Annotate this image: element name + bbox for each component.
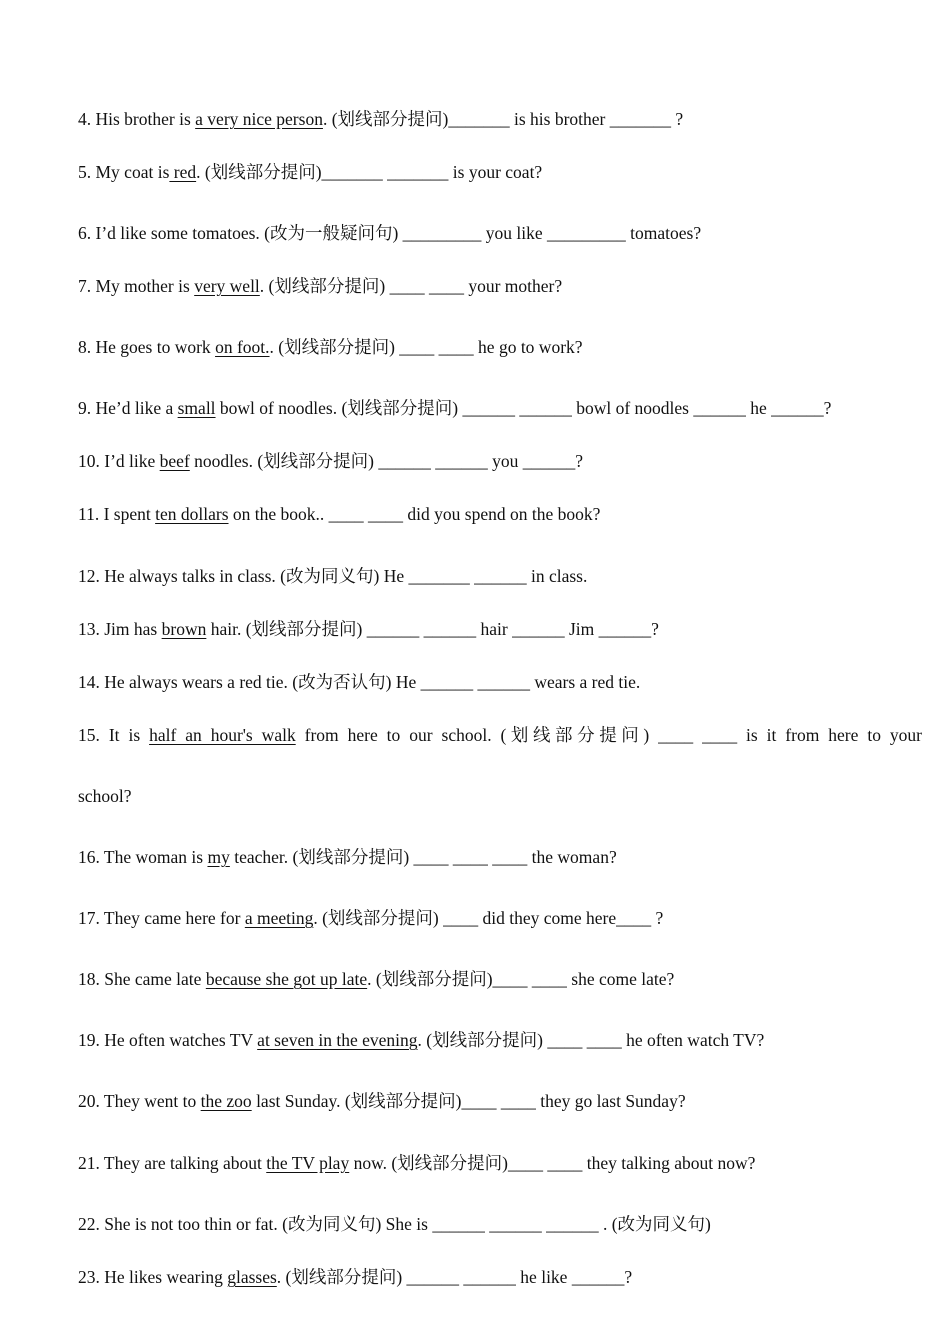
question-text: 17. They came here for bbox=[78, 908, 245, 928]
question-11 bbox=[78, 503, 922, 525]
question-text: . (划线部分提问) ____ ____ he often watch TV? bbox=[417, 1030, 765, 1050]
question-4 bbox=[78, 108, 922, 130]
question-text: noodles. (划线部分提问) ______ ______ you ______? bbox=[189, 451, 584, 471]
underlined-phrase: on foot. bbox=[215, 337, 270, 357]
question-10 bbox=[78, 450, 922, 472]
question-text: 6. I’d like some tomatoes. (改为一般疑问句) _________ you like _________ tomatoes? bbox=[78, 223, 702, 243]
question-text: 9. He’d like a bbox=[78, 398, 178, 418]
underlined-phrase: the TV play bbox=[266, 1153, 350, 1173]
underlined-phrase: ten dollars bbox=[155, 504, 229, 524]
underlined-phrase: beef bbox=[159, 451, 190, 471]
question-text: 16. The woman is bbox=[78, 847, 208, 867]
question-text: 13. Jim has bbox=[78, 619, 162, 639]
question-18 bbox=[78, 968, 922, 990]
question-text: . (划线部分提问)_______ is his brother _______ ? bbox=[322, 109, 684, 129]
question-text: 22. She is not too thin or fat. (改为同义句) She is ______ ______ ______ . (改为同义句) bbox=[78, 1214, 711, 1234]
question-text: last Sunday. (划线部分提问)____ ____ they go last Sunday? bbox=[251, 1091, 686, 1111]
underlined-phrase: at seven in the evening bbox=[257, 1030, 418, 1050]
underlined-phrase: a meeting bbox=[244, 908, 314, 928]
question-text: 5. My coat is bbox=[78, 162, 170, 182]
question-17 bbox=[78, 907, 922, 929]
question-text: 4. His brother is bbox=[78, 109, 196, 129]
underlined-phrase: small bbox=[177, 398, 216, 418]
question-text: hair. (划线部分提问) ______ ______ hair ______ Jim ______? bbox=[206, 619, 659, 639]
question-12 bbox=[78, 565, 922, 587]
question-text: 10. I’d like bbox=[78, 451, 160, 471]
question-text: on the book.. ____ ____ did you spend on the book? bbox=[228, 504, 601, 524]
question-text: . (划线部分提问) ____ ____ he go to work? bbox=[269, 337, 583, 357]
question-text: 20. They went to bbox=[78, 1091, 201, 1111]
question-13 bbox=[78, 618, 922, 640]
question-text: 8. He goes to work bbox=[78, 337, 216, 357]
question-text: 18. She came late bbox=[78, 969, 206, 989]
question-text: . (划线部分提问) ____ did they come here____ ? bbox=[313, 908, 664, 928]
question-14 bbox=[78, 671, 922, 693]
question-5 bbox=[78, 161, 922, 183]
underlined-phrase: a very nice person bbox=[195, 109, 323, 129]
question-19 bbox=[78, 1029, 922, 1051]
question-text: . (划线部分提问)____ ____ she come late? bbox=[367, 969, 675, 989]
question-text: bowl of noodles. (划线部分提问) ______ ______ bowl of noodles ______ he ______? bbox=[215, 398, 832, 418]
underlined-phrase: very well bbox=[194, 276, 260, 296]
question-text: . (划线部分提问) ______ ______ he like ______? bbox=[276, 1267, 633, 1287]
question-text: . (划线部分提问) ____ ____ your mother? bbox=[259, 276, 563, 296]
question-15 bbox=[78, 724, 922, 746]
question-text: from here to our school. (划线部分提问) ____ ____ is it from here to your bbox=[295, 725, 922, 745]
question-6 bbox=[78, 222, 922, 244]
question-7 bbox=[78, 275, 922, 297]
underlined-phrase: my bbox=[207, 847, 230, 867]
question-22 bbox=[78, 1213, 922, 1235]
underlined-phrase: glasses bbox=[227, 1267, 277, 1287]
underlined-phrase: brown bbox=[161, 619, 207, 639]
question-16 bbox=[78, 846, 922, 868]
question-text: 21. They are talking about bbox=[78, 1153, 267, 1173]
question-8 bbox=[78, 336, 922, 358]
question-23 bbox=[78, 1266, 922, 1288]
question-9 bbox=[78, 397, 922, 419]
question-21 bbox=[78, 1152, 922, 1174]
question-text: school? bbox=[78, 786, 132, 806]
question-text: teacher. (划线部分提问) ____ ____ ____ the woman? bbox=[229, 847, 617, 867]
question-20 bbox=[78, 1090, 922, 1112]
underlined-phrase: red bbox=[169, 162, 197, 182]
underlined-phrase: half an hour's walk bbox=[149, 725, 296, 745]
question-text: 19. He often watches TV bbox=[78, 1030, 258, 1050]
question-text: 14. He always wears a red tie. (改为否认句) He ______ ______ wears a red tie. bbox=[78, 672, 641, 692]
question-text: 11. I spent bbox=[78, 504, 156, 524]
question-text: 12. He always talks in class. (改为同义句) He _______ ______ in class. bbox=[78, 566, 588, 586]
question-text: now. (划线部分提问)____ ____ they talking about now? bbox=[349, 1153, 756, 1173]
question-text: 7. My mother is bbox=[78, 276, 195, 296]
underlined-phrase: because she got up late bbox=[205, 969, 368, 989]
question-text: 23. He likes wearing bbox=[78, 1267, 228, 1287]
question-text: 15. It is bbox=[78, 725, 150, 745]
question-15-continued bbox=[78, 785, 922, 807]
question-text: . (划线部分提问)_______ _______ is your coat? bbox=[196, 162, 543, 182]
underlined-phrase: the zoo bbox=[200, 1091, 252, 1111]
